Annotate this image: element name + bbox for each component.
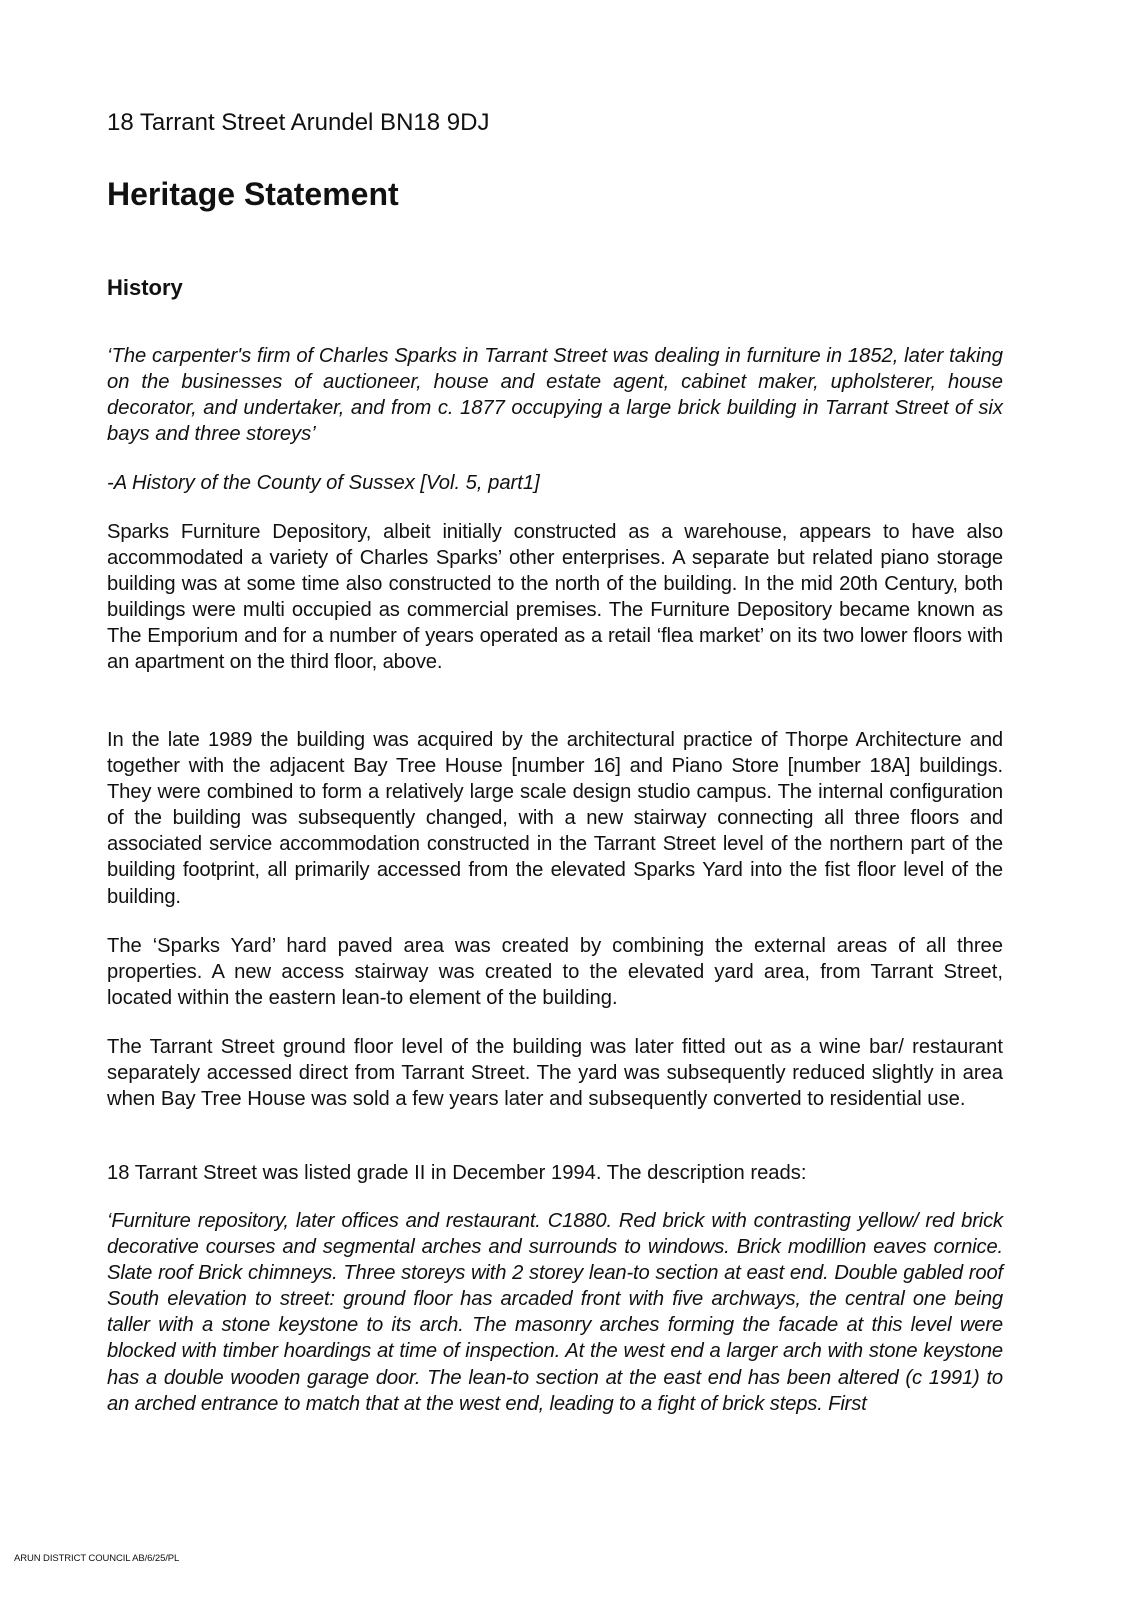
citation: -A History of the County of Sussex [Vol. 5, part1] bbox=[107, 472, 540, 494]
document-title: Heritage Statement bbox=[107, 176, 399, 212]
body-paragraph: 18 Tarrant Street was listed grade II in December 1994. The description reads: bbox=[107, 1162, 807, 1184]
body-paragraph: The ‘Sparks Yard’ hard paved area was created by combining the external areas of all three properties. A new access stairway was created to the elevated yard area, from Tarrant Street, located within the eastern lean-to element of the building. bbox=[107, 935, 1003, 1010]
body-paragraph: In the late 1989 the building was acquired by the architectural practice of Thorpe Architecture and together with the adjacent Bay Tree House [number 16] and Piano Store [number 18A] buildings. They were combined to form a relatively large scale design studio campus. The internal configuration of the building was subsequently changed, with a new stairway connecting all three floors and associated service accommodation constructed in the Tarrant Street level of the northern part of the building footprint, all primarily accessed from the elevated Sparks Yard into the fist floor level of the building. bbox=[107, 729, 1003, 908]
section-heading-history: History bbox=[107, 275, 183, 300]
property-address: 18 Tarrant Street Arundel BN18 9DJ bbox=[107, 109, 490, 136]
footer-reference: ARUN DISTRICT COUNCIL AB/6/25/PL bbox=[14, 1553, 180, 1564]
quote-paragraph: ‘The carpenter's firm of Charles Sparks in Tarrant Street was dealing in furniture in 1852, later taking on the businesses of auctioneer, house and estate agent, cabinet maker, upholsterer, house decorator, and undertaker, and from c. 1877 occupying a large brick building in Tarrant Street of six bays and three storeys’ bbox=[107, 345, 1003, 446]
body-paragraph: The Tarrant Street ground floor level of the building was later fitted out as a wine bar/ restaurant separately accessed direct from Tarrant Street. The yard was subsequently reduced slightly in area when Bay Tree House was sold a few years later and subsequently converted to residential use. bbox=[107, 1036, 1003, 1111]
listing-description-quote: ‘Furniture repository, later offices and restaurant. C1880. Red brick with contrasting yellow/ red brick decorative courses and segmental arches and surrounds to windows. Brick modillion eaves cornice. Slate roof Brick chimneys. Three storeys with 2 storey lean-to section at east end. Double gabled roof South elevation to street: ground floor has arcaded front with five archways, the central one being taller with a stone keystone to its arch. The masonry arches forming the facade at this level were blocked with timber hoardings at time of inspection. At the west end a larger arch with stone keystone has a double wooden garage door. The lean-to section at the east end has been altered (c 1991) to an arched entrance to match that at the west end, leading to a fight of brick steps. First bbox=[107, 1210, 1003, 1415]
body-paragraph: Sparks Furniture Depository, albeit initially constructed as a warehouse, appears to have also accommodated a variety of Charles Sparks’ other enterprises. A separate but related piano storage building was at some time also constructed to the north of the building. In the mid 20th Century, both buildings were multi occupied as commercial premises. The Furniture Depository became known as The Emporium and for a number of years operated as a retail ‘flea market’ on its two lower floors with an apartment on the third floor, above. bbox=[107, 521, 1003, 674]
